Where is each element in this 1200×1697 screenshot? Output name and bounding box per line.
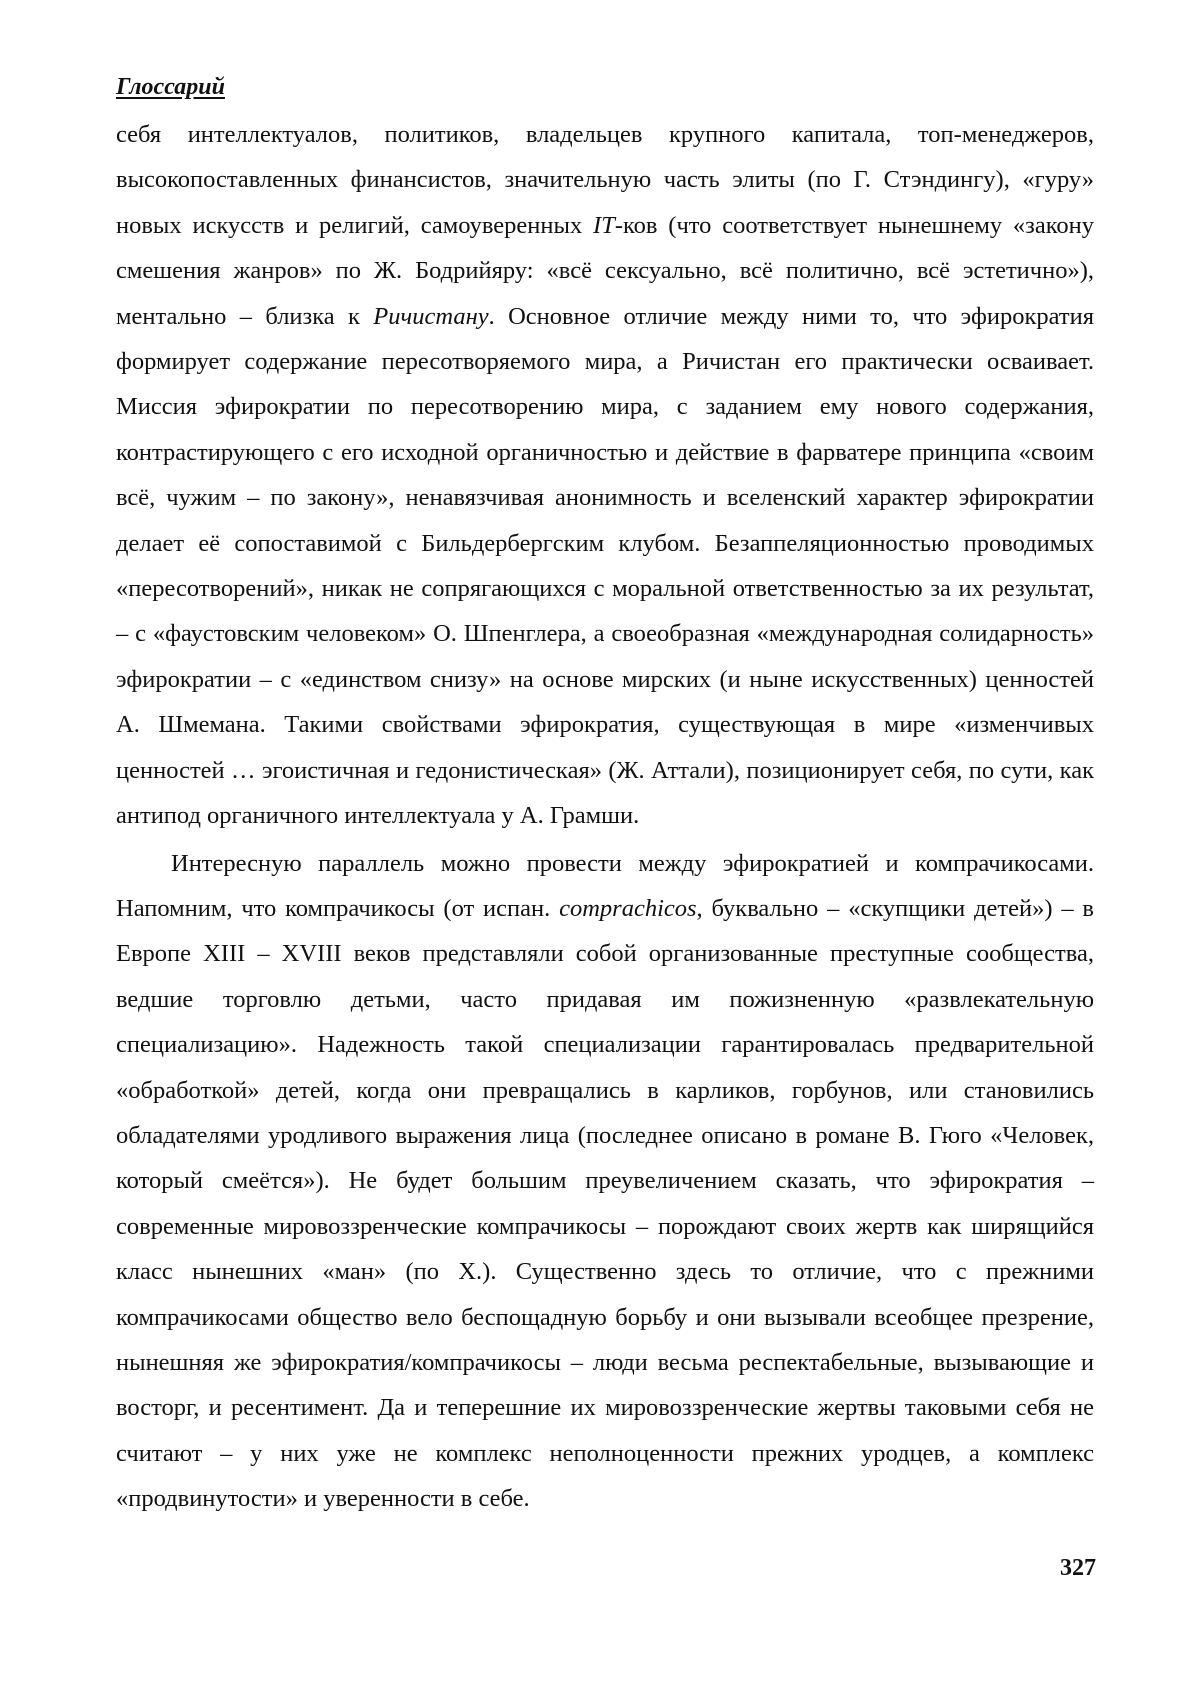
document-page	[0, 0, 1200, 1697]
running-head-title: Глоссарий	[116, 72, 225, 102]
paragraph-2-text-b: , буквально – «скупщики детей») – в Европе XIII – XVIII веков представляли собой организованные преступные сообщества, ведшие торговлю детьми, часто придавая им пожизненную «развлекательную специализацию». Надежность такой специализации гарантировалась предварительной «обработкой» детей, когда они превращались в карликов, горбунов, или становились обладателями уродливого выражения лица (последнее описано в романе В. Гюго «Человек, который смеётся»). Не будет большим преувеличением сказать, что эфирократия – современные мировоззренческие компрачикосы – порождают своих жертв как ширящийся класс нынешних «ман» (по Х.). Существенно здесь то отличие, что с прежними компрачикосами общество вело беспощадную борьбу и они вызывали всеобщее презрение, нынешняя же эфирократия/компрачикосы – люди весьма респектабельные, вызывающие и восторг, и ресентимент. Да и теперешние их мировоззренческие жертвы таковыми себя не считают – у них уже не комплекс неполноценности прежних уродцев, а комплекс «продвинутости» и уверенности в себе.	[116, 895, 1094, 1512]
paragraph-1-text-b: -ков (что соответствует нынешнему «закону смешения жанров» по Ж. Бодрийяру: «всё сексуально, всё политично, всё эстетично»), ментально – близка к	[116, 212, 1094, 330]
it-term: IT	[593, 212, 615, 239]
page-number: 327	[1060, 1553, 1096, 1583]
paragraph-1-text-a: себя интеллектуалов, политиков, владельцев крупного капитала, топ-менеджеров, высокопоставленных финансистов, значительную часть элиты (по Г. Стэндингу), «гуру» новых искусств и религий, самоуверенных	[116, 121, 1094, 239]
paragraph-2	[116, 841, 1094, 1522]
comprachicos-term: comprachicos	[559, 895, 696, 922]
paragraph-1	[116, 112, 1094, 839]
paragraph-2-text-a: Интересную параллель можно провести между эфирократией и компрачикосами. Напомним, что компрачикосы (от испан.	[116, 850, 1094, 922]
richistan-term: Ричистану	[373, 303, 488, 330]
paragraph-1-text-c: . Основное отличие между ними то, что эфирократия формирует содержание пересотворяемого мира, а Ричистан его практически осваивает. Миссия эфирократии по пересотворению мира, с заданием ему нового содержания, контрастирующего с его исходной органичностью и действие в фарватере принципа «своим всё, чужим – по закону», ненавязчивая анонимность и вселенский характер эфирократии делает её сопоставимой с Бильдербергским клубом. Безаппеляционностью проводимых «пересотворений», никак не сопрягающихся с моральной ответственностью за их результат, – с «фаустовским человеком» О. Шпенглера, а своеобразная «международная солидарность» эфирократии – с «единством снизу» на основе мирских (и ныне искусственных) ценностей А. Шмемана. Такими свойствами эфирократия, существующая в мире «изменчивых ценностей … эгоистичная и гедонистическая» (Ж. Аттали), позиционирует себя, по сути, как антипод органичного интеллектуала у А. Грамши.	[116, 303, 1094, 829]
body-text	[116, 112, 1094, 1522]
